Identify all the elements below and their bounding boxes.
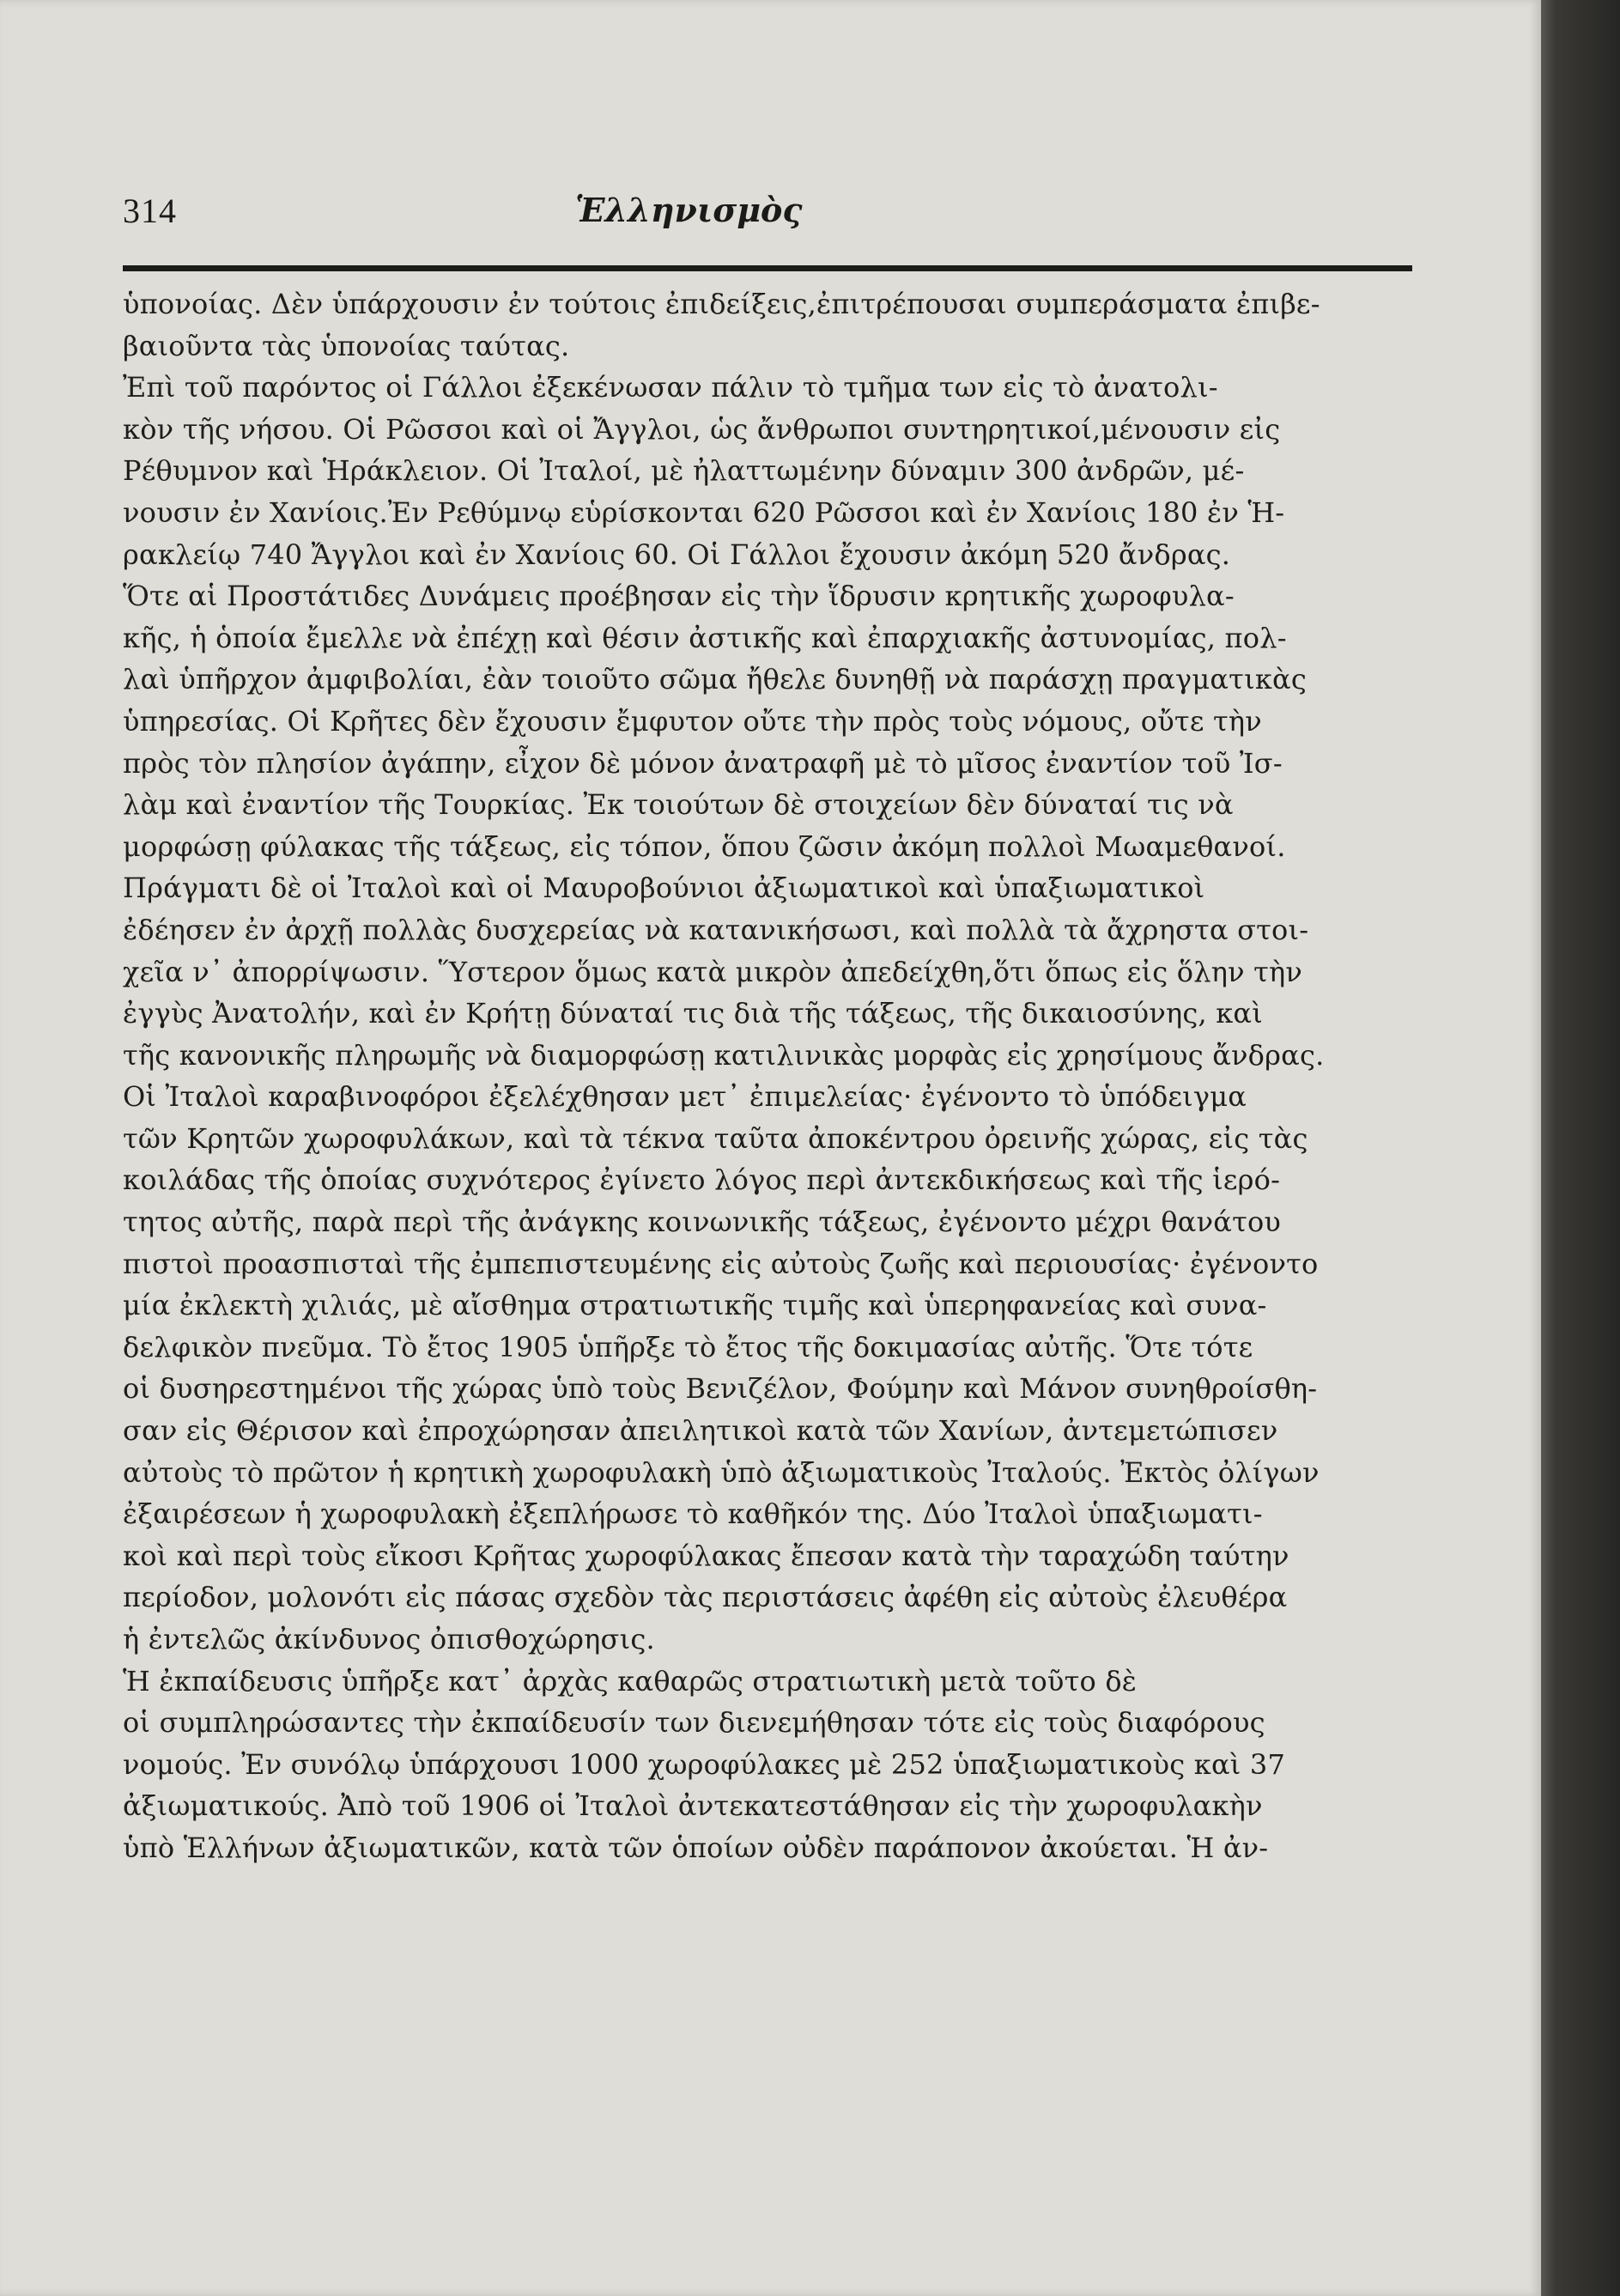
- text-line: μορφώσῃ φύλακας τῆς τάξεως, εἰς τόπον, ὅπου ζῶσιν ἀκόμη πολλοὶ Μωαμεθανοί.: [123, 829, 1286, 863]
- text-line: τητος αὐτῆς, παρὰ περὶ τῆς ἀνάγκης κοινωνικῆς τάξεως, ἐγένοντο μέχρι θανάτου: [123, 1206, 1282, 1239]
- page-number: 314: [123, 191, 177, 230]
- text-line: κῆς, ἡ ὁποία ἔμελλε νὰ ἐπέχῃ καὶ θέσιν ἀστικῆς καὶ ἐπαρχιακῆς ἀστυνομίας, πολ-: [123, 621, 1287, 654]
- text-line: οἱ συμπληρώσαντες τὴν ἐκπαίδευσίν των διενεμήθησαν τότε εἰς τοὺς διαφόρους: [123, 1706, 1265, 1740]
- text-line: οἱ δυσηρεστημένοι τῆς χώρας ὑπὸ τοὺς Βενιζέλον, Φούμην καὶ Μάνον συνηθροίσθη-: [123, 1372, 1318, 1406]
- text-line: περίοδον, μολονότι εἰς πάσας σχεδὸν τὰς περιστάσεις ἀφέθη εἰς αὐτοὺς ἐλευθέρα: [123, 1581, 1288, 1614]
- text-line: Ὅτε αἱ Προστάτιδες Δυνάμεις προέβησαν εἰς τὴν ἵδρυσιν κρητικῆς χωροφυλα-: [123, 580, 1235, 613]
- text-line: πρὸς τὸν πλησίον ἀγάπην, εἶχον δὲ μόνον ἀνατραφῆ μὲ τὸ μῖσος ἐναντίον τοῦ Ἰσ-: [123, 746, 1283, 780]
- text-line: λαὶ ὑπῆρχον ἀμφιβολίαι, ἐὰν τοιοῦτο σῶμα ἤθελε δυνηθῇ νὰ παράσχῃ πραγματικὰς: [123, 663, 1307, 696]
- text-line: ἡ ἐντελῶς ἀκίνδυνος ὀπισθοχώρησις.: [123, 1623, 655, 1655]
- text-line: ὑπονοίας. Δὲν ὑπάρχουσιν ἐν τούτοις ἐπιδείξεις,ἐπιτρέπουσαι συμπεράσματα ἐπιβε-: [123, 288, 1320, 320]
- text-line: πιστοὶ προασπισταὶ τῆς ἐμπεπιστευμένης εἰς αὐτοὺς ζωῆς καὶ περιουσίας· ἐγένοντο: [123, 1247, 1319, 1280]
- page-edge-shadow: [1541, 0, 1620, 2296]
- text-line: χεῖα ν᾽ ἀπορρίψωσιν. Ὕστερον ὅμως κατὰ μικρὸν ἀπεδείχθη,ὅτι ὅπως εἰς ὅλην τὴν: [123, 955, 1303, 988]
- text-line: Ἐπὶ τοῦ παρόντος οἱ Γάλλοι ἐξεκένωσαν πάλιν τὸ τμῆμα των εἰς τὸ ἀνατολι-: [123, 371, 1218, 404]
- text-line: τῶν Κρητῶν χωροφυλάκων, καὶ τὰ τέκνα ταῦτα ἀποκέντρου ὀρεινῆς χώρας, εἰς τὰς: [123, 1121, 1308, 1155]
- text-line: ὑπηρεσίας. Οἱ Κρῆτες δὲν ἔχουσιν ἔμφυτον οὔτε τὴν πρὸς τοὺς νόμους, οὔτε τὴν: [123, 704, 1262, 738]
- text-line: δελφικὸν πνεῦμα. Τὸ ἔτος 1905 ὑπῆρξε τὸ ἔτος τῆς δοκιμασίας αὐτῆς. Ὅτε τότε: [123, 1330, 1253, 1364]
- text-line: νουσιν ἐν Χανίοις.Ἐν Ρεθύμνῳ εὑρίσκονται 620 Ρῶσσοι καὶ ἐν Χανίοις 180 ἐν Ἡ-: [123, 495, 1285, 529]
- text-line: νομούς. Ἐν συνόλῳ ὑπάρχουσι 1000 χωροφύλακες μὲ 252 ὑπαξιωματικοὺς καὶ 37: [123, 1747, 1286, 1781]
- text-line: ἐξαιρέσεων ἡ χωροφυλακὴ ἐξεπλήρωσε τὸ καθῆκόν της. Δύο Ἰταλοὶ ὑπαξιωματι-: [123, 1497, 1263, 1531]
- text-line: τῆς κανονικῆς πληρωμῆς νὰ διαμορφώσῃ κατιλινικὰς μορφὰς εἰς χρησίμους ἄνδρας.: [123, 1038, 1325, 1072]
- text-line: μία ἐκλεκτὴ χιλιάς, μὲ αἴσθημα στρατιωτικῆς τιμῆς καὶ ὑπερηφανείας καὶ συνα-: [123, 1289, 1267, 1322]
- text-line: Πράγματι δὲ οἱ Ἰταλοὶ καὶ οἱ Μαυροβούνιοι ἀξιωματικοὶ καὶ ὑπαξιωματικοὶ: [123, 872, 1205, 905]
- text-line: κοιλάδας τῆς ὁποίας συχνότερος ἐγίνετο λόγος περὶ ἀντεκδικήσεως καὶ τῆς ἱερό-: [123, 1163, 1281, 1197]
- text-line: ἐγγὺς Ἀνατολήν, καὶ ἐν Κρήτῃ δύναταί τις διὰ τῆς τάξεως, τῆς δικαιοσύνης, καὶ: [123, 997, 1263, 1030]
- text-line: αὐτοὺς τὸ πρῶτον ἡ κρητικὴ χωροφυλακὴ ὑπὸ ἀξιωματικοὺς Ἰταλούς. Ἐκτὸς ὀλίγων: [123, 1455, 1320, 1489]
- text-line: ἀξιωματικούς. Ἀπὸ τοῦ 1906 οἱ Ἰταλοὶ ἀντεκατεστάθησαν εἰς τὴν χωροφυλακὴν: [123, 1789, 1263, 1823]
- text-line: λὰμ καὶ ἐναντίον τῆς Τουρκίας. Ἐκ τοιούτων δὲ στοιχείων δὲν δύναταί τις νὰ: [123, 788, 1234, 822]
- running-title: Ἑλληνισμὸς: [575, 191, 803, 229]
- header-rule: [123, 265, 1412, 271]
- text-line: κοὶ καὶ περὶ τοὺς εἴκοσι Κρῆτας χωροφύλακας ἔπεσαν κατὰ τὴν ταραχώδη ταύτην: [123, 1539, 1289, 1572]
- text-line: βαιοῦντα τὰς ὑπονοίας ταύτας.: [123, 329, 570, 362]
- text-line: Ἡ ἐκπαίδευσις ὑπῆρξε κατ᾽ ἀρχὰς καθαρῶς στρατιωτικὴ μετὰ τοῦτο δὲ: [123, 1664, 1138, 1698]
- text-line: σαν εἰς Θέρισον καὶ ἐπροχώρησαν ἀπειλητικοὶ κατὰ τῶν Χανίων, ἀντεμετώπισεν: [123, 1414, 1278, 1448]
- text-line: κὸν τῆς νήσου. Οἱ Ρῶσσοι καὶ οἱ Ἄγγλοι, ὡς ἄνθρωποι συντηρητικοί,μένουσιν εἰς: [123, 412, 1281, 446]
- body-text: [123, 283, 1428, 1869]
- text-line: ἐδέησεν ἐν ἀρχῇ πολλὰς δυσχερείας νὰ κατανικήσωσι, καὶ πολλὰ τὰ ἄχρηστα στοι-: [123, 913, 1309, 946]
- page-header: [123, 191, 1411, 242]
- text-line: Ρέθυμνον καὶ Ἡράκλειον. Οἱ Ἰταλοί, μὲ ἠλαττωμένην δύναμιν 300 ἀνδρῶν, μέ-: [123, 454, 1245, 488]
- text-line: ρακλείῳ 740 Ἄγγλοι καὶ ἐν Χανίοις 60. Οἱ Γάλλοι ἔχουσιν ἀκόμη 520 ἄνδρας.: [123, 538, 1231, 571]
- text-line: ὑπὸ Ἑλλήνων ἀξιωματικῶν, κατὰ τῶν ὁποίων οὐδὲν παράπονον ἀκούεται. Ἡ ἀν-: [123, 1831, 1269, 1864]
- text-line: Οἱ Ἰταλοὶ καραβινοφόροι ἐξελέχθησαν μετ᾽ ἐπιμελείας· ἐγένοντο τὸ ὑπόδειγμα: [123, 1080, 1247, 1114]
